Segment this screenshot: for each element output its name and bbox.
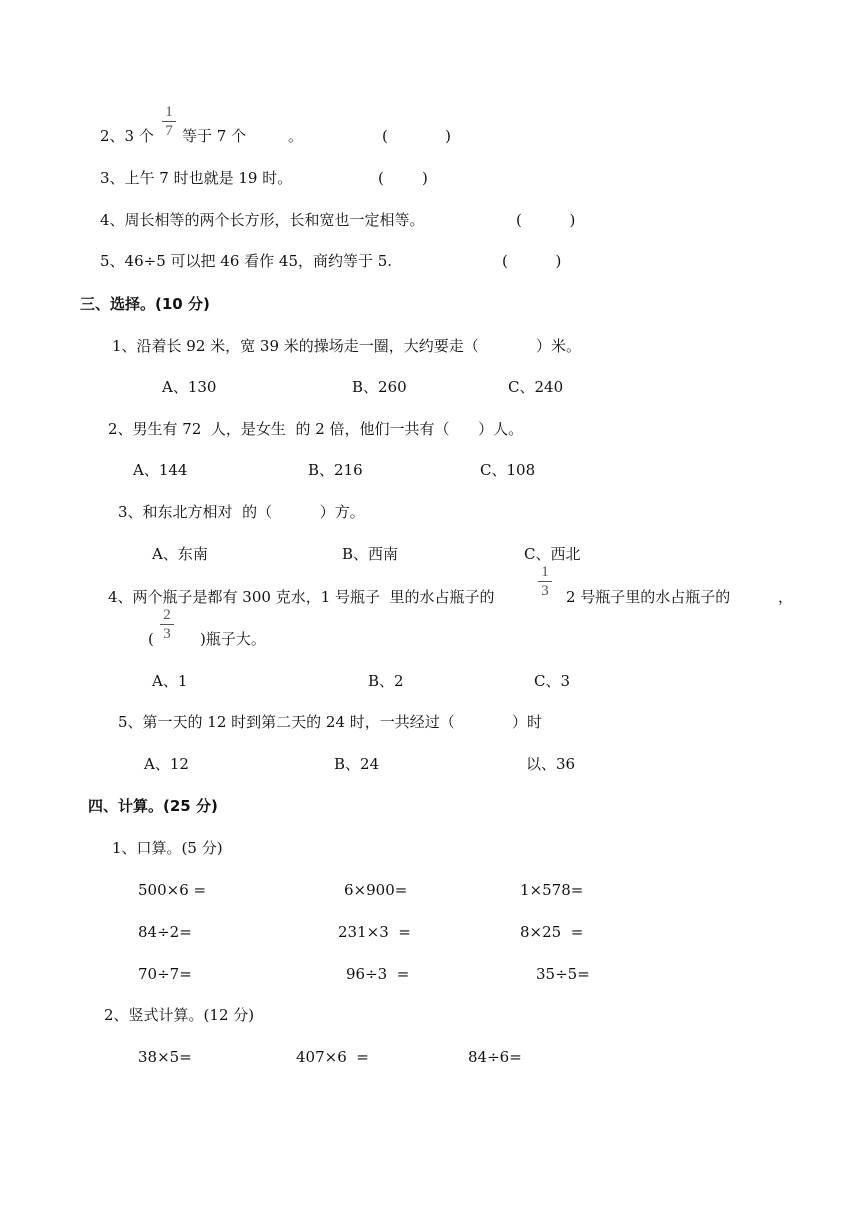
s4-sub1-title: 1、口算。(5 分) xyxy=(112,839,223,857)
s3-q2-option-b[interactable]: B、216 xyxy=(308,461,363,479)
s3-q5-text: 5、第一天的 12 时到第二天的 24 时，一共经过（ ）时 xyxy=(118,713,543,731)
fraction-two-thirds xyxy=(160,607,174,642)
s4-sub2-title: 2、竖式计算。(12 分) xyxy=(104,1006,255,1024)
fraction-denominator: 3 xyxy=(541,583,549,599)
fraction-one-seventh xyxy=(162,104,176,139)
q3-answer-paren[interactable]: ( ) xyxy=(378,169,428,187)
s3-q2-option-a[interactable]: A、144 xyxy=(133,461,188,479)
oral-calc-item[interactable]: 8×25 = xyxy=(520,923,584,941)
oral-calc-item[interactable]: 96÷3 = xyxy=(346,965,410,983)
fraction-denominator: 3 xyxy=(163,626,171,642)
s3-q5-option-b[interactable]: B、24 xyxy=(334,755,380,773)
oral-calc-item[interactable]: 84÷2= xyxy=(138,923,192,941)
fraction-numerator: 1 xyxy=(165,104,173,120)
s3-q4-text-a: 4、两个瓶子是都有 300 克水，1 号瓶子 里的水占瓶子的 xyxy=(108,588,495,606)
s3-q1-option-a[interactable]: A、130 xyxy=(162,378,217,396)
s3-q4-option-b[interactable]: B、2 xyxy=(368,672,404,690)
s3-q4-text-c: ， xyxy=(778,588,794,606)
s3-q3-option-a[interactable]: A、东南 xyxy=(152,545,208,563)
fraction-denominator: 7 xyxy=(165,123,173,139)
fraction-bar xyxy=(538,581,552,582)
vertical-calc-item[interactable]: 38×5= xyxy=(138,1048,192,1066)
q2-text-c: 。 xyxy=(288,127,304,145)
s3-q3-option-b[interactable]: B、西南 xyxy=(342,545,399,563)
s3-q4-option-c[interactable]: C、3 xyxy=(534,672,571,690)
s3-q2-text: 2、男生有 72 人，是女生 的 2 倍，他们一共有（ ）人。 xyxy=(108,420,524,438)
q2-text-b: 等于 7 个 xyxy=(182,127,247,145)
s3-q5-option-a[interactable]: A、12 xyxy=(144,755,189,773)
s3-q1-option-b[interactable]: B、260 xyxy=(352,378,407,396)
q3-text: 3、上午 7 时也就是 19 时。 xyxy=(100,169,293,187)
fraction-one-third xyxy=(538,564,552,599)
s3-q1-text: 1、沿着长 92 米，宽 39 米的操场走一圈，大约要走（ ）米。 xyxy=(112,337,582,355)
oral-calc-item[interactable]: 500×6 = xyxy=(138,881,207,899)
q2-text-a: 2、3 个 xyxy=(100,127,154,145)
oral-calc-item[interactable]: 231×3 = xyxy=(338,923,411,941)
fraction-numerator: 2 xyxy=(163,607,171,623)
s3-q2-option-c[interactable]: C、108 xyxy=(480,461,536,479)
oral-calc-item[interactable]: 70÷7= xyxy=(138,965,192,983)
s3-q4-text-b: 2 号瓶子里的水占瓶子的 xyxy=(566,588,731,606)
s3-q5-option-c[interactable]: 以、36 xyxy=(526,755,576,773)
fraction-bar xyxy=(160,624,174,625)
vertical-calc-item[interactable]: 84÷6= xyxy=(468,1048,522,1066)
section-3-title: 三、选择。(10 分) xyxy=(80,295,210,313)
s3-q4-option-a[interactable]: A、1 xyxy=(152,672,188,690)
s3-q4-line2-close: )瓶子大。 xyxy=(200,630,266,648)
vertical-calc-item[interactable]: 407×6 = xyxy=(296,1048,369,1066)
fraction-numerator: 1 xyxy=(541,564,549,580)
q2-answer-paren[interactable]: ( ) xyxy=(382,127,451,145)
section-4-title: 四、计算。(25 分) xyxy=(88,797,218,815)
s3-q3-option-c[interactable]: C、西北 xyxy=(524,545,581,563)
q4-answer-paren[interactable]: ( ) xyxy=(516,211,576,229)
oral-calc-item[interactable]: 6×900= xyxy=(344,881,408,899)
s3-q1-option-c[interactable]: C、240 xyxy=(508,378,564,396)
fraction-bar xyxy=(162,121,176,122)
oral-calc-item[interactable]: 35÷5= xyxy=(536,965,590,983)
q5-answer-paren[interactable]: ( ) xyxy=(502,252,562,270)
s3-q4-line2-open: ( xyxy=(148,630,154,648)
oral-calc-item[interactable]: 1×578= xyxy=(520,881,584,899)
q4-text: 4、周长相等的两个长方形，长和宽也一定相等。 xyxy=(100,211,425,229)
q5-text: 5、46÷5 可以把 46 看作 45，商约等于 5. xyxy=(100,252,393,270)
s3-q3-text: 3、和东北方相对 的（ ）方。 xyxy=(118,503,365,521)
